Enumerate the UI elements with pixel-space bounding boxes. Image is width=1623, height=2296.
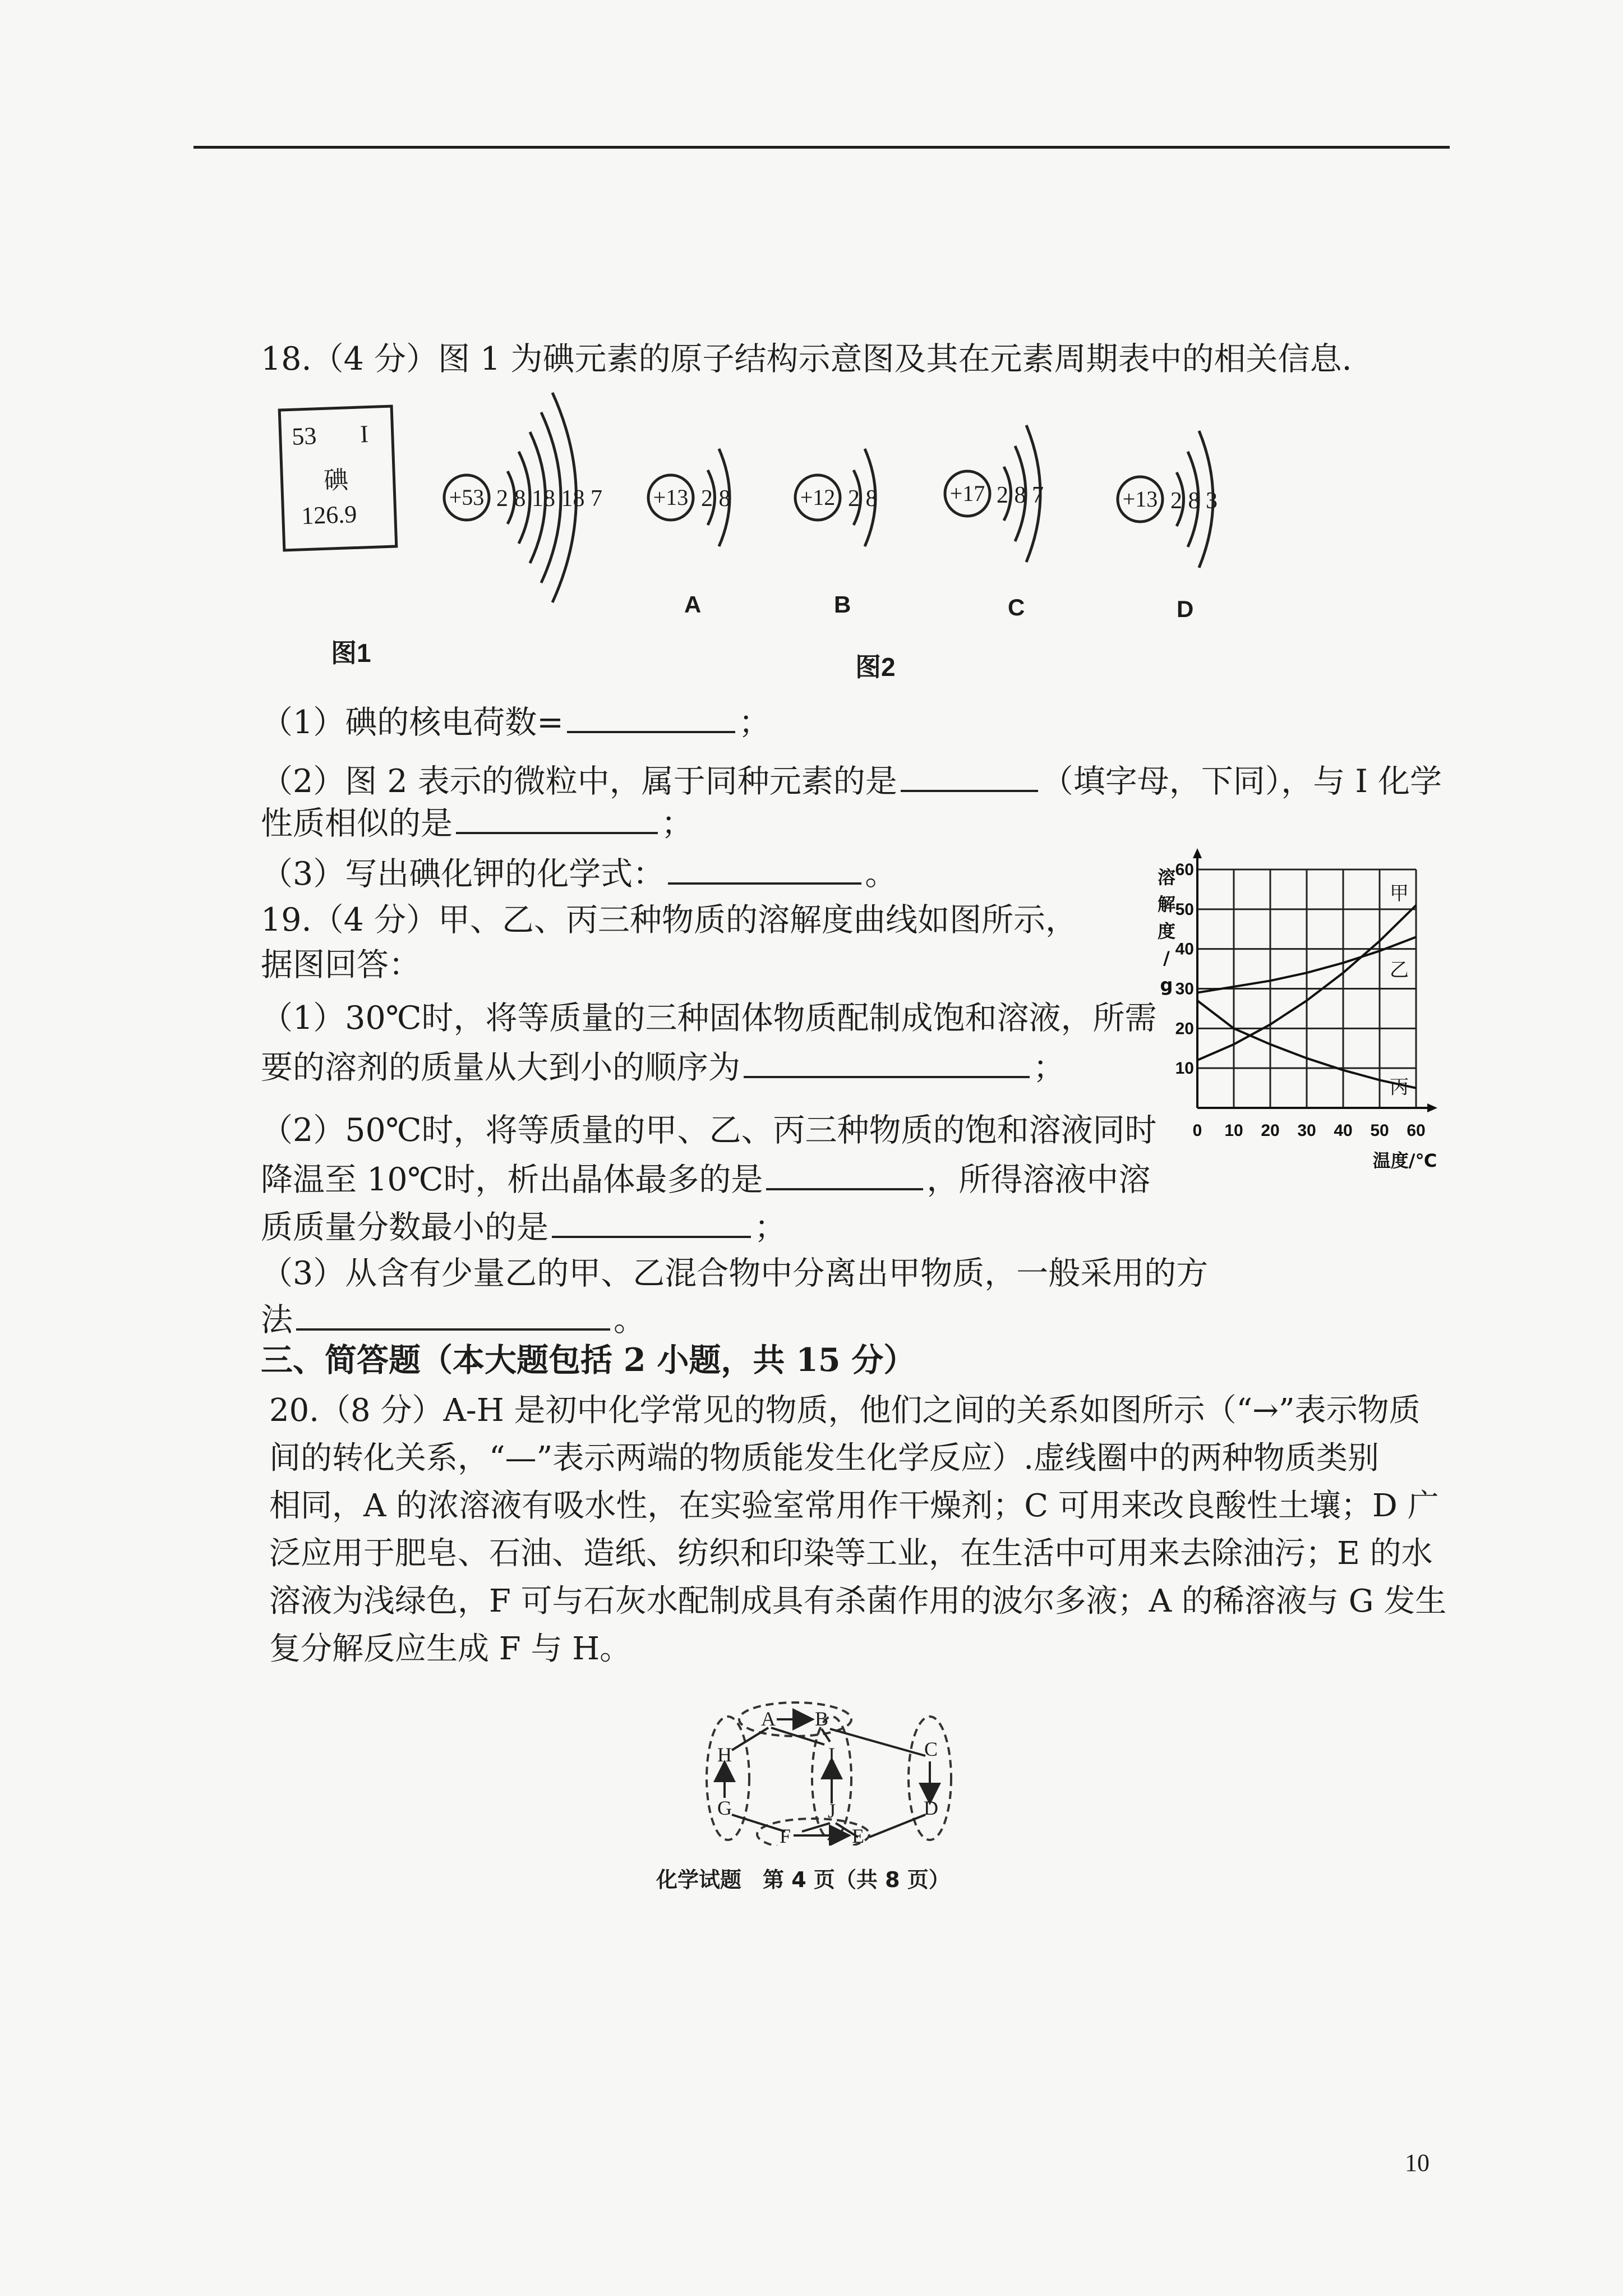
y-tick-label: 60 <box>1175 861 1194 879</box>
q19-part1-answer-blank[interactable] <box>744 1043 1030 1078</box>
section3-heading: 三、简答题（本大题包括 2 小题，共 15 分） <box>261 1341 916 1379</box>
node-j: J <box>827 1800 836 1822</box>
particle-a-label: A <box>684 591 702 618</box>
q20-line3: 相同，A 的浓溶液有吸水性，在实验室常用作干燥剂；C 可用来改良酸性土壤；D 广 <box>269 1488 1439 1524</box>
x-axis-label: 温度/℃ <box>1372 1150 1437 1171</box>
node-a: A <box>761 1708 776 1730</box>
particle-b-nucleus-label: +12 <box>800 485 836 510</box>
q19-line9 <box>261 1296 645 1342</box>
q19-line3: （1）30℃时，将等质量的三种固体物质配制成饱和溶液，所需 <box>261 1000 1157 1037</box>
fig1-caption: 图1 <box>331 638 371 668</box>
q18-part2 <box>261 757 1442 804</box>
q19-part2-answer-blank-1[interactable] <box>766 1156 923 1190</box>
y-tick-label: 10 <box>1175 1059 1194 1078</box>
q19-line9-end: 。 <box>614 1301 645 1338</box>
q19-line7-end: ； <box>754 1209 786 1246</box>
q18-part3-end: 。 <box>865 855 897 892</box>
particle-c-shells: 2 8 7 <box>997 482 1044 508</box>
iodine-shell-electrons: 2 8 18 18 7 <box>496 486 602 512</box>
q18-part3 <box>261 850 897 896</box>
dashed-circle-hg <box>707 1717 749 1840</box>
particle-a-shells: 2 8 <box>701 486 731 512</box>
fig2-caption: 图2 <box>855 652 896 682</box>
particle-d-label: D <box>1177 596 1194 622</box>
link-b-i <box>822 1729 830 1742</box>
q19-line4 <box>261 1043 1065 1090</box>
q19-line5: （2）50℃时，将等质量的甲、乙、丙三种物质的饱和溶液同时 <box>261 1112 1157 1149</box>
q18-part1-text: （1）碘的核电荷数= <box>261 704 564 741</box>
q19-line9-text: 法 <box>261 1301 293 1338</box>
particle-c-label: C <box>1008 594 1025 620</box>
particle-d-shells: 2 8 3 <box>1170 488 1218 514</box>
iodine-nucleus-label: +53 <box>449 485 485 510</box>
q20-line5: 溶液为浅绿色，F 可与石灰水配制成具有杀菌作用的波尔多液；A 的稀溶液与 G 发生 <box>269 1583 1447 1619</box>
q19-line6-text-b: ，所得溶液中溶 <box>926 1161 1151 1198</box>
particle-b-shells: 2 8 <box>848 486 878 512</box>
q19-line8: （3）从含有少量乙的甲、乙混合物中分离出甲物质，一般采用的方 <box>261 1255 1209 1292</box>
x-tick-label: 30 <box>1297 1121 1316 1140</box>
q18-part2-cont <box>261 799 693 846</box>
x-tick-label: 50 <box>1370 1121 1389 1140</box>
y-tick-label: 20 <box>1175 1019 1194 1038</box>
q19-line4-text: 要的溶剂的质量从大到小的顺序为 <box>261 1049 740 1086</box>
q20-line6: 复分解反应生成 F 与 H。 <box>269 1631 631 1667</box>
link-j-f <box>802 1823 830 1832</box>
q18-part3-text: （3）写出碘化钾的化学式： <box>261 855 665 892</box>
series-label-2: 丙 <box>1390 1076 1409 1099</box>
element-symbol: I <box>359 420 369 448</box>
x-tick-label: 40 <box>1334 1121 1353 1140</box>
particle-c-nucleus-label: +17 <box>949 481 985 506</box>
q20-line2: 间的转化关系，“—”表示两端的物质能发生化学反应）.虚线圈中的两种物质类别 <box>269 1440 1380 1476</box>
node-c: C <box>924 1738 938 1760</box>
particle-d-nucleus-label: +13 <box>1122 486 1158 512</box>
series-label-1: 乙 <box>1390 959 1409 982</box>
q19-part2-answer-blank-2[interactable] <box>552 1203 751 1238</box>
y-axis-label-char: g <box>1160 974 1173 996</box>
particle-b-label: B <box>834 591 851 618</box>
q18-part3-answer-blank[interactable] <box>668 850 861 885</box>
element-mass: 126.9 <box>301 500 358 530</box>
node-g: G <box>717 1797 732 1819</box>
link-b-c <box>830 1729 925 1756</box>
y-axis-label-char: / <box>1163 947 1170 969</box>
x-tick-label: 60 <box>1407 1121 1426 1140</box>
q19-line6-text-a: 降温至 10℃时，析出晶体最多的是 <box>261 1161 763 1198</box>
q18-title: 18.（4 分）图 1 为碘元素的原子结构示意图及其在元素周期表中的相关信息. <box>261 341 1352 378</box>
q18-part2-text-c: 性质相似的是 <box>261 805 453 842</box>
q20-line1: 20.（8 分）A-H 是初中化学常见的物质，他们之间的关系如图所示（“→”表示物质 <box>269 1392 1421 1429</box>
y-tick-label: 50 <box>1175 900 1194 919</box>
y-axis-label-char: 度 <box>1157 921 1176 942</box>
element-number: 53 <box>291 422 317 450</box>
q19-line7 <box>261 1203 786 1250</box>
q20-line4: 泛应用于肥皂、石油、造纸、纺织和印染等工业，在生活中可用来去除油污；E 的水 <box>269 1535 1433 1572</box>
atom-structure-figure <box>0 0 1623 673</box>
page-footer: 化学试题 第 4 页（共 8 页） <box>656 1867 950 1892</box>
q19-part3-answer-blank[interactable] <box>296 1296 610 1331</box>
y-axis-arrow <box>1193 848 1202 858</box>
q18-part1 <box>261 698 771 745</box>
y-axis-label-char: 溶 <box>1157 867 1176 888</box>
node-h: H <box>717 1743 732 1766</box>
page-number: 10 <box>1405 2149 1430 2177</box>
q19-line4-end: ； <box>1033 1049 1065 1086</box>
node-f: F <box>779 1825 791 1846</box>
q18-part2-text-a: （2）图 2 表示的微粒中，属于同种元素的是 <box>261 763 897 800</box>
x-axis-arrow <box>1427 1103 1437 1112</box>
x-tick-label: 0 <box>1192 1121 1202 1140</box>
link-a-h <box>732 1728 768 1750</box>
q18-part2-answer-blank-2[interactable] <box>456 799 658 834</box>
y-tick-label: 40 <box>1175 940 1194 959</box>
q18-part2-answer-blank-1[interactable] <box>901 757 1038 792</box>
x-tick-label: 20 <box>1261 1121 1280 1140</box>
y-tick-label: 30 <box>1175 979 1194 999</box>
node-i: I <box>828 1743 835 1766</box>
y-axis-label-char: 解 <box>1157 894 1176 915</box>
q19-line6 <box>261 1156 1150 1202</box>
x-tick-label: 10 <box>1224 1121 1243 1140</box>
q18-part1-end: ； <box>739 704 771 741</box>
q18-part1-answer-blank[interactable] <box>567 698 735 733</box>
series-label-0: 甲 <box>1390 882 1409 905</box>
link-d-e <box>869 1815 925 1837</box>
element-name: 碘 <box>323 466 349 495</box>
particle-a-nucleus-label: +13 <box>653 485 689 510</box>
q18-part2-text-b: （填字母，下同），与 I 化学 <box>1041 763 1442 800</box>
relationship-diagram <box>690 1683 981 1846</box>
node-b: B <box>814 1708 829 1730</box>
q19-line7-text: 质质量分数最小的是 <box>261 1209 548 1246</box>
node-e: E <box>852 1825 864 1846</box>
node-d: D <box>924 1797 938 1819</box>
q19-title: 19.（4 分）甲、乙、丙三种物质的溶解度曲线如图所示， <box>261 901 1078 938</box>
q18-part2-end: ； <box>661 805 693 842</box>
solubility-chart <box>1150 847 1464 1172</box>
q19-line2: 据图回答： <box>261 946 421 983</box>
